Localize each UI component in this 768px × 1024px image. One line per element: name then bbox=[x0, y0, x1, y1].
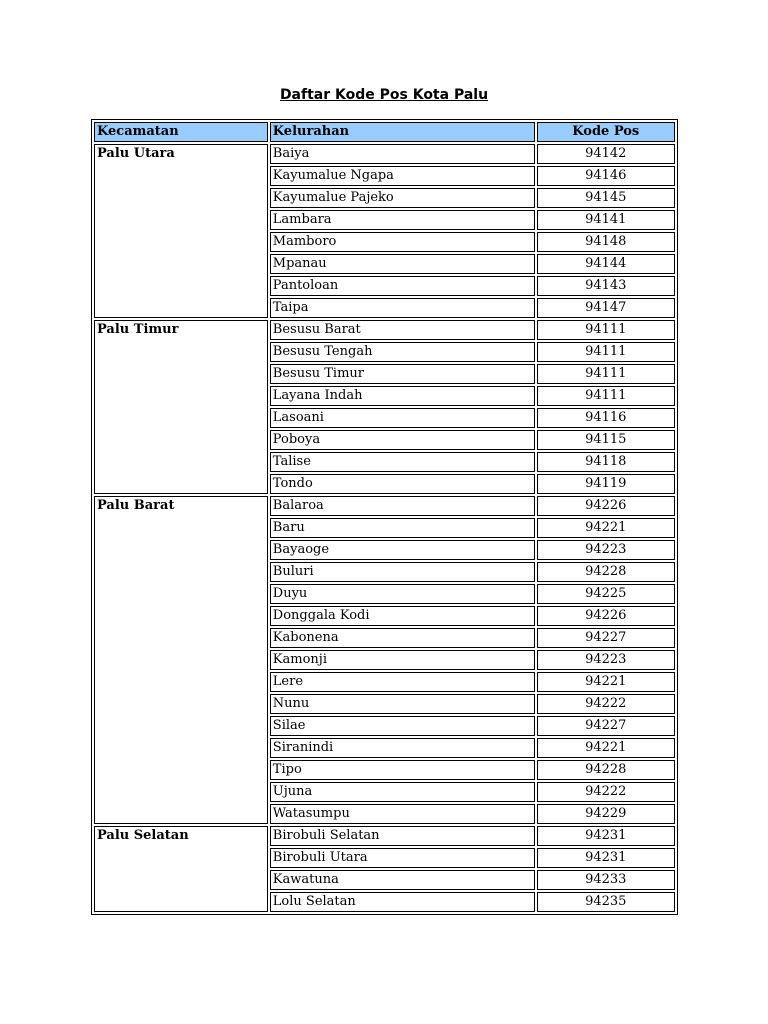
kelurahan-cell: Silae bbox=[270, 716, 535, 736]
kelurahan-cell: Pantoloan bbox=[270, 276, 535, 296]
kelurahan-cell: Talise bbox=[270, 452, 535, 472]
kelurahan-cell: Kayumalue Ngapa bbox=[270, 166, 535, 186]
kelurahan-cell: Taipa bbox=[270, 298, 535, 318]
kelurahan-cell: Birobuli Selatan bbox=[270, 826, 535, 846]
kelurahan-cell: Kabonena bbox=[270, 628, 535, 648]
kelurahan-cell: Baiya bbox=[270, 144, 535, 164]
kode-pos-cell: 94221 bbox=[537, 672, 675, 692]
kode-pos-cell: 94229 bbox=[537, 804, 675, 824]
kelurahan-cell: Mpanau bbox=[270, 254, 535, 274]
kode-pos-cell: 94223 bbox=[537, 650, 675, 670]
kode-pos-cell: 94119 bbox=[537, 474, 675, 494]
kelurahan-cell: Tipo bbox=[270, 760, 535, 780]
table-row bbox=[94, 496, 675, 516]
kelurahan-cell: Nunu bbox=[270, 694, 535, 714]
kode-pos-cell: 94111 bbox=[537, 342, 675, 362]
kecamatan-cell: Palu Utara bbox=[94, 144, 268, 318]
kode-pos-cell: 94147 bbox=[537, 298, 675, 318]
kode-pos-cell: 94111 bbox=[537, 320, 675, 340]
kecamatan-cell: Palu Timur bbox=[94, 320, 268, 494]
kode-pos-cell: 94116 bbox=[537, 408, 675, 428]
kelurahan-cell: Siranindi bbox=[270, 738, 535, 758]
table-body bbox=[94, 144, 675, 912]
kode-pos-cell: 94221 bbox=[537, 738, 675, 758]
kelurahan-cell: Bayaoge bbox=[270, 540, 535, 560]
kode-pos-cell: 94221 bbox=[537, 518, 675, 538]
kelurahan-cell: Lasoani bbox=[270, 408, 535, 428]
kelurahan-cell: Lambara bbox=[270, 210, 535, 230]
kelurahan-cell: Watasumpu bbox=[270, 804, 535, 824]
kelurahan-cell: Lere bbox=[270, 672, 535, 692]
table-header-row bbox=[94, 122, 675, 142]
header-kelurahan: Kelurahan bbox=[270, 122, 535, 142]
kelurahan-cell: Mamboro bbox=[270, 232, 535, 252]
kode-pos-cell: 94228 bbox=[537, 562, 675, 582]
kode-pos-cell: 94111 bbox=[537, 364, 675, 384]
kelurahan-cell: Donggala Kodi bbox=[270, 606, 535, 626]
header-kecamatan: Kecamatan bbox=[94, 122, 268, 142]
table-row bbox=[94, 320, 675, 340]
kode-pos-cell: 94225 bbox=[537, 584, 675, 604]
kode-pos-cell: 94226 bbox=[537, 496, 675, 516]
kode-pos-cell: 94144 bbox=[537, 254, 675, 274]
kode-pos-cell: 94142 bbox=[537, 144, 675, 164]
kode-pos-cell: 94231 bbox=[537, 848, 675, 868]
kelurahan-cell: Tondo bbox=[270, 474, 535, 494]
kelurahan-cell: Kayumalue Pajeko bbox=[270, 188, 535, 208]
kode-pos-cell: 94143 bbox=[537, 276, 675, 296]
kode-pos-cell: 94227 bbox=[537, 628, 675, 648]
kelurahan-cell: Buluri bbox=[270, 562, 535, 582]
kode-pos-cell: 94118 bbox=[537, 452, 675, 472]
kelurahan-cell: Ujuna bbox=[270, 782, 535, 802]
kode-pos-cell: 94223 bbox=[537, 540, 675, 560]
kecamatan-cell: Palu Barat bbox=[94, 496, 268, 824]
kode-pos-cell: 94141 bbox=[537, 210, 675, 230]
kode-pos-cell: 94115 bbox=[537, 430, 675, 450]
kode-pos-cell: 94233 bbox=[537, 870, 675, 890]
kelurahan-cell: Birobuli Utara bbox=[270, 848, 535, 868]
kode-pos-cell: 94111 bbox=[537, 386, 675, 406]
table-row bbox=[94, 144, 675, 164]
kode-pos-cell: 94228 bbox=[537, 760, 675, 780]
kecamatan-cell: Palu Selatan bbox=[94, 826, 268, 912]
kode-pos-cell: 94231 bbox=[537, 826, 675, 846]
kode-pos-cell: 94227 bbox=[537, 716, 675, 736]
kode-pos-cell: 94145 bbox=[537, 188, 675, 208]
kode-pos-cell: 94148 bbox=[537, 232, 675, 252]
kelurahan-cell: Besusu Barat bbox=[270, 320, 535, 340]
kelurahan-cell: Kamonji bbox=[270, 650, 535, 670]
kelurahan-cell: Kawatuna bbox=[270, 870, 535, 890]
kode-pos-cell: 94222 bbox=[537, 782, 675, 802]
document-title: Daftar Kode Pos Kota Palu bbox=[279, 87, 489, 103]
kode-pos-cell: 94235 bbox=[537, 892, 675, 912]
kelurahan-cell: Balaroa bbox=[270, 496, 535, 516]
kelurahan-cell: Duyu bbox=[270, 584, 535, 604]
kode-pos-cell: 94222 bbox=[537, 694, 675, 714]
postal-code-table bbox=[91, 119, 678, 915]
kelurahan-cell: Besusu Timur bbox=[270, 364, 535, 384]
kode-pos-cell: 94226 bbox=[537, 606, 675, 626]
table-row bbox=[94, 826, 675, 846]
kelurahan-cell: Poboya bbox=[270, 430, 535, 450]
kelurahan-cell: Baru bbox=[270, 518, 535, 538]
kelurahan-cell: Lolu Selatan bbox=[270, 892, 535, 912]
kelurahan-cell: Besusu Tengah bbox=[270, 342, 535, 362]
kode-pos-cell: 94146 bbox=[537, 166, 675, 186]
kelurahan-cell: Layana Indah bbox=[270, 386, 535, 406]
header-kode-pos: Kode Pos bbox=[537, 122, 675, 142]
